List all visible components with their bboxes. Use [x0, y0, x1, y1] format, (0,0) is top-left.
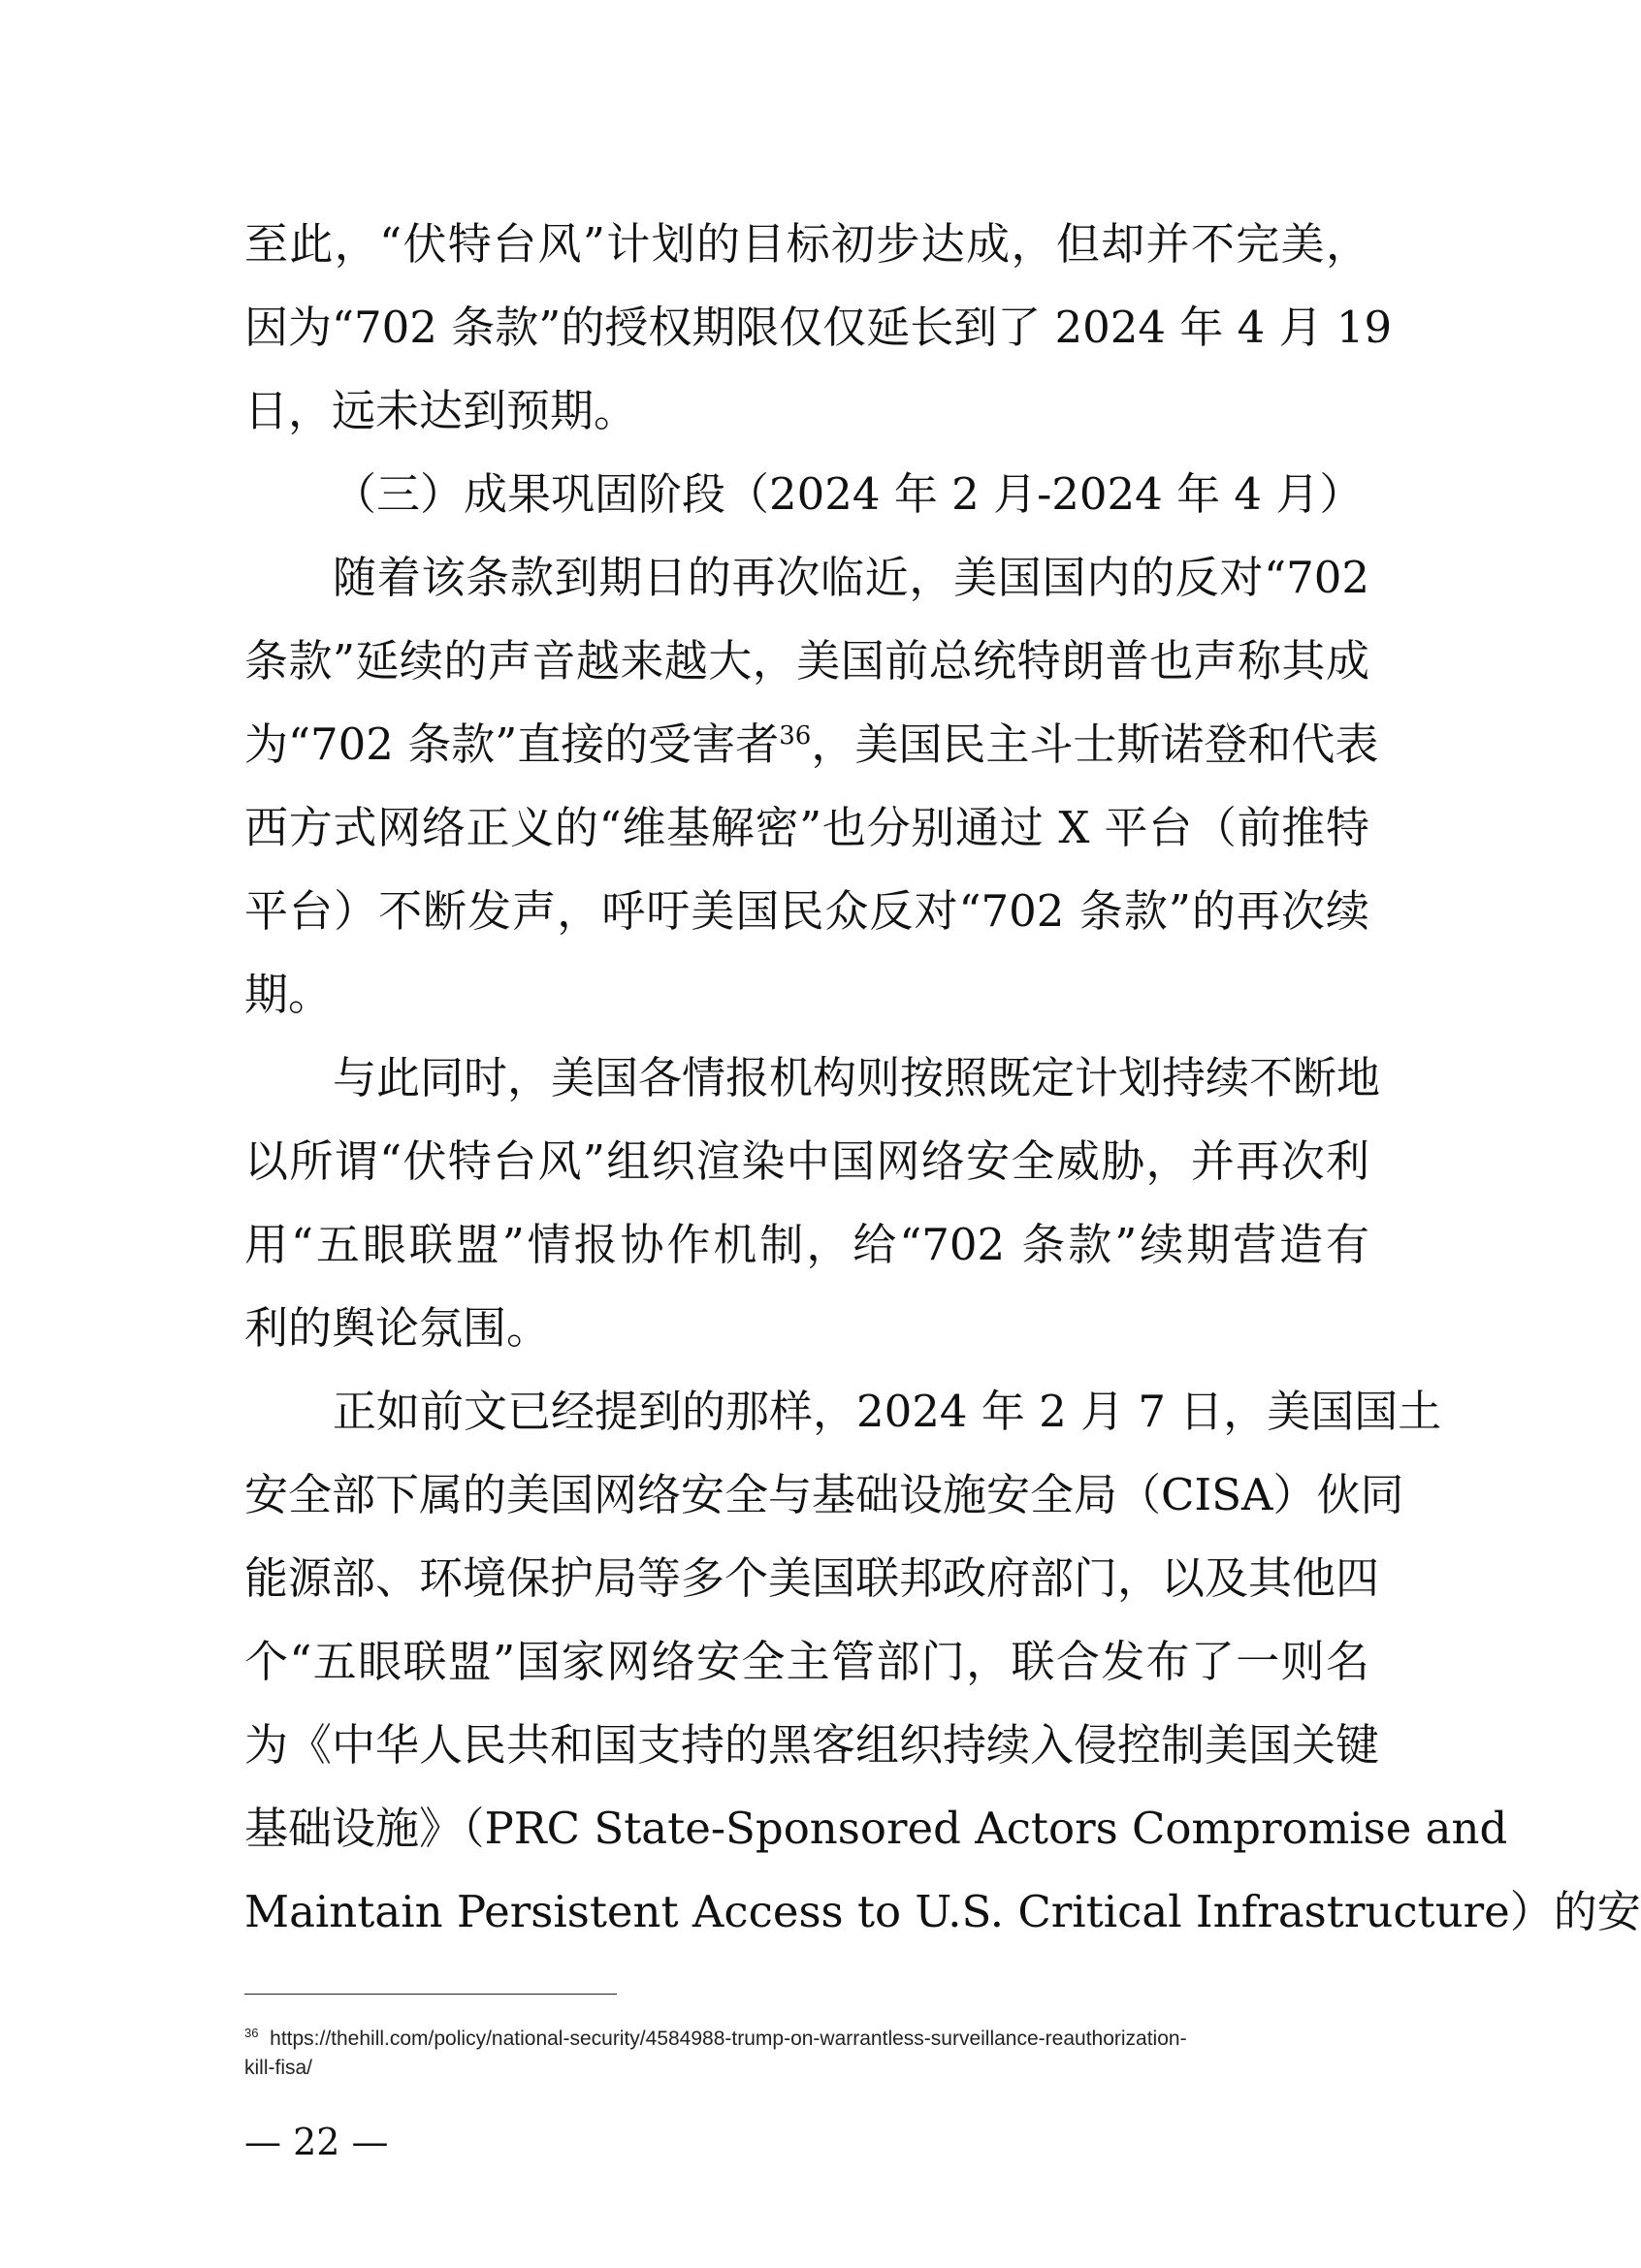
footnote-number: 36 [244, 2026, 259, 2040]
paragraph-2-line-5: 平台）不断发声，呼吁美国民众反对“702 条款”的再次续 [244, 885, 1369, 937]
footnote-url-line-2[interactable]: kill-fisa/ [244, 2057, 313, 2079]
paragraph-4-line-5: 为《中华人民共和国支持的黑客组织持续入侵控制美国关键 [244, 1719, 1380, 1771]
footnote-reference-36[interactable]: 36 [779, 721, 812, 751]
paragraph-3-line-4: 利的舆论氛围。 [244, 1302, 551, 1354]
paragraph-2-line-3-text-b: ，美国民主斗士斯诺登和代表 [811, 719, 1379, 770]
section-heading: （三）成果巩固阶段（2024 年 2 月-2024 年 4 月） [333, 468, 1364, 520]
footnote-url-line-1[interactable]: https://thehill.com/policy/national-security/4584988-trump-on-warrantless-surveillance-reauthorization- [270, 2028, 1187, 2050]
paragraph-4-line-1: 正如前文已经提到的那样，2024 年 2 月 7 日，美国国土 [333, 1386, 1442, 1437]
paragraph-2-line-3 [244, 716, 1379, 774]
paragraph-1-line-1: 至此，“伏特台风”计划的目标初步达成，但却并不完美， [244, 218, 1369, 270]
paragraph-3-line-2: 以所谓“伏特台风”组织渲染中国网络安全威胁，并再次利 [244, 1135, 1369, 1187]
footnote-36-continued [244, 2054, 1369, 2083]
paragraph-3-line-3: 用“五眼联盟”情报协作机制，给“702 条款”续期营造有 [244, 1219, 1369, 1270]
page-number: — 22 — [244, 2121, 389, 2163]
paragraph-1-line-3: 日，远未达到预期。 [244, 385, 638, 436]
paragraph-4-line-6: 基础设施》（PRC State-Sponsored Actors Compromise and [244, 1803, 1508, 1854]
paragraph-2-line-6: 期。 [244, 969, 333, 1020]
paragraph-1-line-2: 因为“702 条款”的授权期限仅仅延长到了 2024 年 4 月 19 [244, 302, 1393, 353]
paragraph-2-line-2: 条款”延续的声音越来越大，美国前总统特朗普也声称其成 [244, 635, 1369, 687]
paragraph-2-line-1: 随着该条款到期日的再次临近，美国国内的反对“702 [333, 552, 1369, 603]
footnote-separator [244, 1994, 617, 1995]
footnote-36 [244, 2025, 1369, 2054]
paragraph-3-line-1: 与此同时，美国各情报机构则按照既定计划持续不断地 [333, 1052, 1381, 1103]
paragraph-4-line-7: Maintain Persistent Access to U.S. Critical Infrastructure）的安 [244, 1886, 1641, 1937]
paragraph-4-line-2: 安全部下属的美国网络安全与基础设施安全局（CISA）伙同 [244, 1469, 1404, 1520]
paragraph-4-line-3: 能源部、环境保护局等多个美国联邦政府部门，以及其他四 [244, 1552, 1380, 1604]
paragraph-4-line-4: 个“五眼联盟”国家网络安全主管部门，联合发布了一则名 [244, 1636, 1369, 1687]
paragraph-2-line-3-text-a: 为“702 条款”直接的受害者 [244, 719, 780, 770]
paragraph-2-line-4: 西方式网络正义的“维基解密”也分别通过 X 平台（前推特 [244, 802, 1369, 853]
